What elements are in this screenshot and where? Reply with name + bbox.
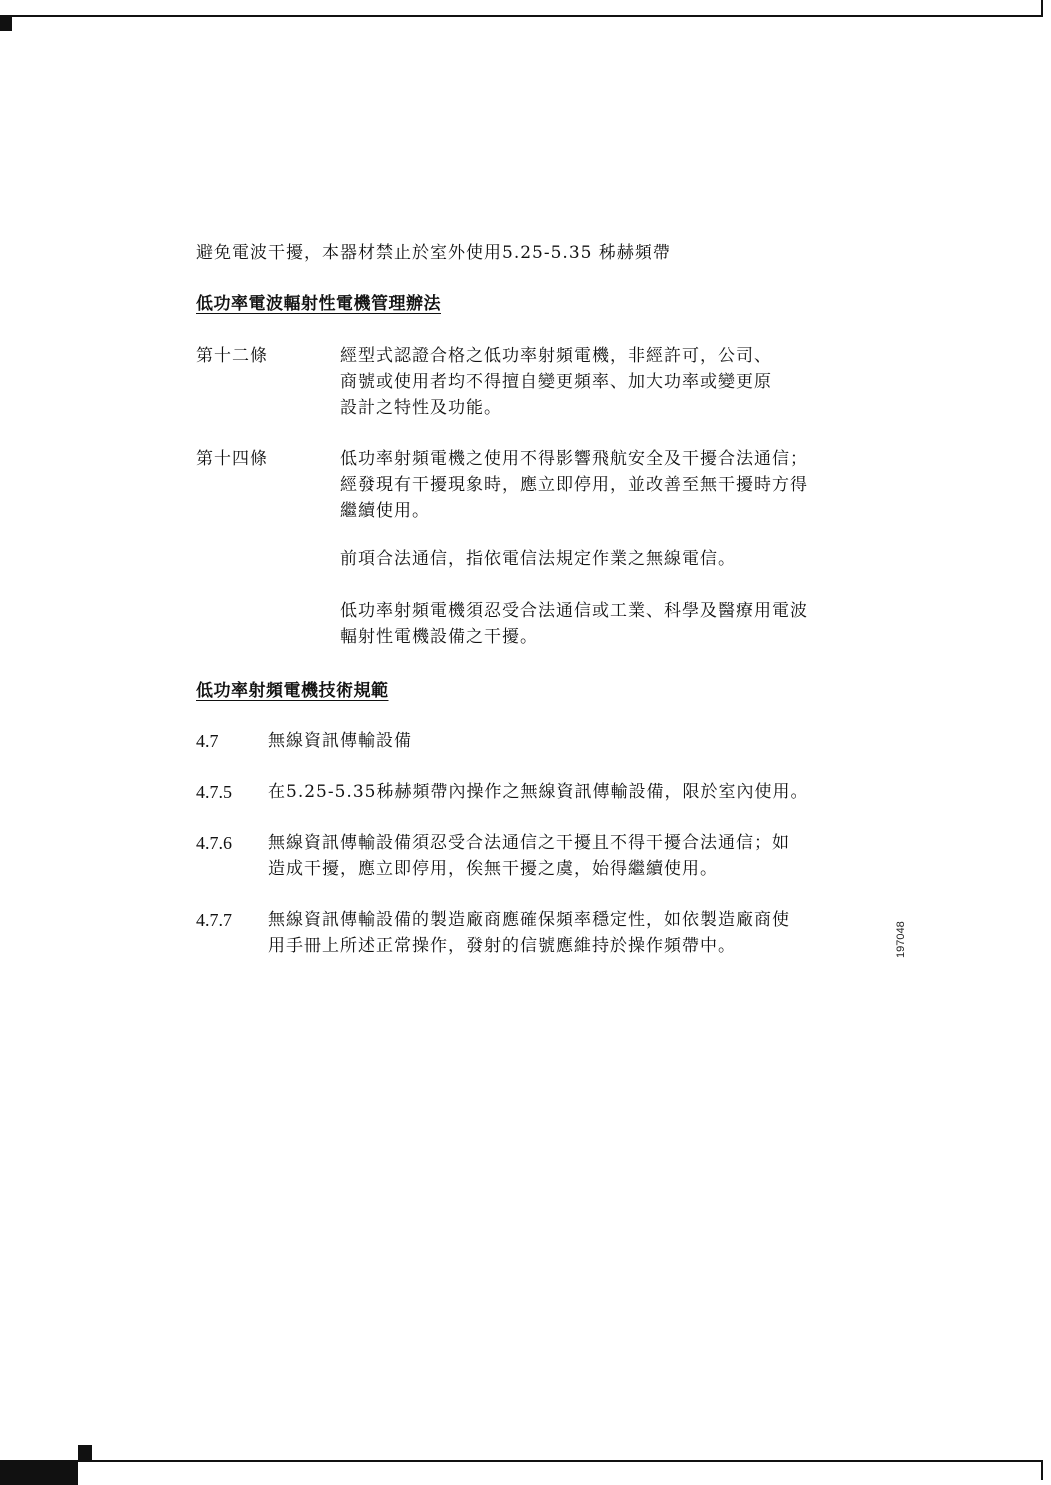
article-line: 低功率射頻電機之使用不得影響飛航安全及干擾合法通信；	[340, 449, 808, 469]
article-line: 低功率射頻電機須忍受合法通信或工業、科學及醫療用電波	[340, 601, 808, 621]
bottom-left-small-mark	[78, 1445, 92, 1460]
bottom-right-tick	[1041, 1460, 1043, 1480]
spec-number: 4.7.5	[196, 782, 232, 802]
spec-number: 4.7.6	[196, 833, 232, 853]
spec-line: 無線資訊傳輸設備	[268, 731, 412, 751]
figure-id: 197048	[895, 921, 907, 958]
spec-line: 在5.25-5.35秭赫頻帶內操作之無線資訊傳輸設備，限於室內使用。	[268, 782, 809, 802]
article-line: 輻射性電機設備之干擾。	[340, 627, 538, 647]
article-label: 第十二條	[196, 346, 268, 366]
article-label: 第十四條	[196, 449, 268, 469]
article-line: 繼續使用。	[340, 501, 430, 521]
spec-text	[268, 830, 790, 882]
top-left-mark	[0, 17, 12, 31]
top-rule	[0, 15, 1043, 17]
spec-line: 用手冊上所述正常操作，發射的信號應維持於操作頻帶中。	[268, 936, 736, 956]
article-line: 設計之特性及功能。	[340, 398, 502, 418]
article-line: 經發現有干擾現象時，應立即停用，並改善至無干擾時方得	[340, 475, 808, 495]
spec-text	[268, 728, 412, 754]
spec-number: 4.7	[196, 731, 219, 751]
article-body	[340, 446, 808, 524]
spec-number: 4.7.7	[196, 910, 232, 930]
section-heading-management-rules: 低功率電波輻射性電機管理辦法	[196, 294, 441, 314]
spec-line: 造成干擾，應立即停用，俟無干擾之虞，始得繼續使用。	[268, 859, 718, 879]
bottom-left-tab	[0, 1460, 78, 1485]
article-paragraph	[340, 598, 808, 650]
spec-text	[268, 779, 808, 805]
intro-statement: 避免電波干擾，本器材禁止於室外使用5.25-5.35 秭赫頻帶	[196, 243, 671, 263]
article-paragraph: 前項合法通信，指依電信法規定作業之無線電信。	[340, 549, 736, 569]
top-right-tick	[1041, 0, 1043, 17]
section-heading-technical-specs: 低功率射頻電機技術規範	[196, 681, 389, 701]
article-line: 經型式認證合格之低功率射頻電機，非經許可，公司、	[340, 346, 772, 366]
article-body	[340, 343, 772, 421]
spec-line: 無線資訊傳輸設備的製造廠商應確保頻率穩定性，如依製造廠商使	[268, 910, 790, 930]
spec-line: 無線資訊傳輸設備須忍受合法通信之干擾且不得干擾合法通信；如	[268, 833, 790, 853]
bottom-rule	[78, 1460, 1043, 1462]
spec-text	[268, 907, 790, 959]
article-line: 商號或使用者均不得擅自變更頻率、加大功率或變更原	[340, 372, 772, 392]
